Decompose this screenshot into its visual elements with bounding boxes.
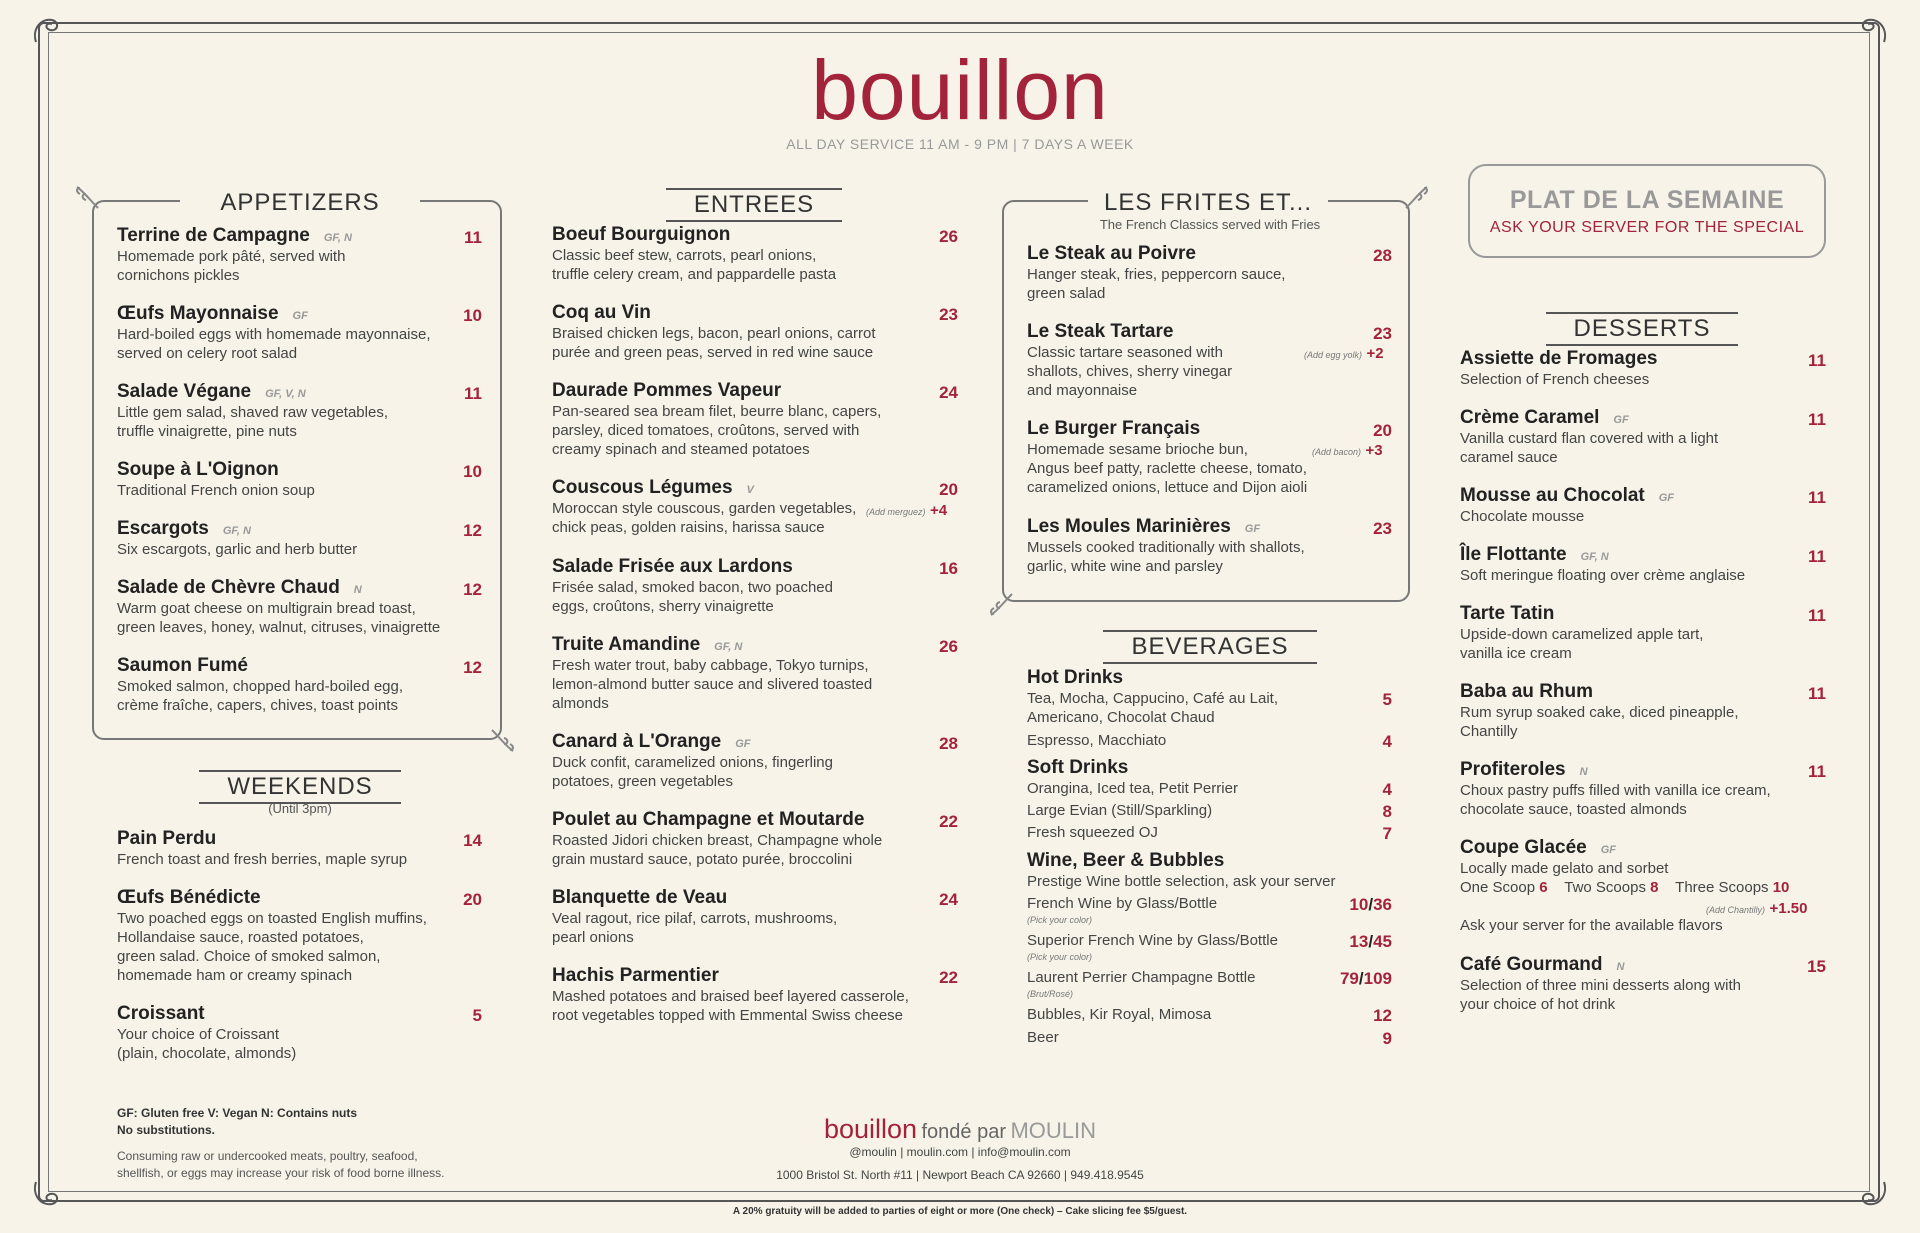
menu-item <box>552 556 833 616</box>
item-desc: Roasted Jidori chicken breast, Champagne whole <box>552 832 883 849</box>
item-price: 14 <box>463 831 482 850</box>
item-desc: Veal ragout, rice pilaf, carrots, mushrooms, <box>552 910 838 927</box>
item-price: 11 <box>464 228 482 247</box>
diet-tag: GF, N <box>1580 551 1609 563</box>
item-desc: Vanilla custard flan covered with a light <box>1460 430 1719 447</box>
item-price: 20 <box>1373 421 1392 440</box>
special-title: PLAT DE LA SEMAINE <box>1509 186 1785 214</box>
bev-note: (Pick your color) <box>1027 915 1093 925</box>
item-price: 4 <box>1382 780 1392 799</box>
footer-moulin: MOULIN <box>1010 1118 1097 1143</box>
scoop-price: 10 <box>1772 879 1790 896</box>
item-desc: Locally made gelato and sorbet <box>1460 860 1669 877</box>
diet-tag: GF, N <box>714 641 743 653</box>
item-desc: Soft meringue floating over crème anglaise <box>1460 567 1746 584</box>
item-desc: vanilla ice cream <box>1460 645 1572 662</box>
item-price: 7 <box>1382 824 1392 843</box>
item-desc: Chantilly <box>1460 723 1518 740</box>
item-desc: chick peas, golden raisins, harissa sauce <box>552 519 825 536</box>
health-warning: shellfish, or eggs may increase your risk of food borne illness. <box>117 1166 445 1180</box>
weekends-subtitle: (Until 3pm) <box>268 801 332 816</box>
item-desc: Chocolate mousse <box>1460 508 1585 525</box>
diet-legend: GF: Gluten free V: Vegan N: Contains nuts <box>117 1106 358 1120</box>
item-desc: Your choice of Croissant <box>117 1026 280 1043</box>
addon-price: +1.50 <box>1769 900 1808 917</box>
item-price <box>1290 895 1392 915</box>
item-name: Profiteroles <box>1460 759 1566 780</box>
corner-flourish-icon <box>1856 14 1890 48</box>
footer-brand <box>0 1114 1920 1145</box>
item-desc: Mussels cooked traditionally with shallots, <box>1027 539 1305 556</box>
item-price: 4 <box>1382 732 1392 751</box>
item-desc: French toast and fresh berries, maple syrup <box>117 851 408 868</box>
addon-price: +4 <box>929 502 948 519</box>
item-desc: Selection of French cheeses <box>1460 371 1650 388</box>
weekends-title-text: WEEKENDS <box>199 770 400 804</box>
bev-line: Beer <box>1027 1029 1059 1046</box>
item-price: 11 <box>464 384 482 403</box>
item-price: 22 <box>939 812 958 831</box>
item-price: 10 <box>463 462 482 481</box>
item-desc: Braised chicken legs, bacon, pearl onions, carrot <box>552 325 876 342</box>
item-name: Le Burger Français <box>1027 418 1201 439</box>
item-desc: Homemade pork pâté, served with <box>117 248 346 265</box>
health-warning: Consuming raw or undercooked meats, poultry, seafood, <box>117 1149 418 1163</box>
item-name: Baba au Rhum <box>1460 681 1594 702</box>
bev-line: Large Evian (Still/Sparkling) <box>1027 802 1213 819</box>
footer-brand-name: bouillon <box>823 1114 918 1144</box>
addon-note: (Add merguez) <box>866 507 926 517</box>
item-name: Daurade Pommes Vapeur <box>552 380 782 401</box>
item-desc: Little gem salad, shaved raw vegetables, <box>117 404 388 421</box>
menu-item <box>552 380 881 459</box>
menu-item <box>117 887 427 985</box>
scoop-price: 8 <box>1650 879 1659 896</box>
item-price: 24 <box>939 383 958 402</box>
diet-tag: N <box>1616 961 1625 973</box>
addon-price: +3 <box>1365 442 1383 459</box>
item-price: 8 <box>1382 802 1392 821</box>
item-price: 9 <box>1382 1029 1392 1048</box>
item-desc: Upside-down caramelized apple tart, <box>1460 626 1704 643</box>
item-price: 15 <box>1807 957 1826 976</box>
addon <box>1312 442 1383 460</box>
addon <box>1304 345 1384 363</box>
item-name: Coupe Glacée <box>1460 837 1587 858</box>
price-bottle: 109 <box>1363 969 1392 988</box>
item-desc: served on celery root salad <box>117 345 298 362</box>
item-name: Hachis Parmentier <box>552 965 719 986</box>
item-name: Escargots <box>117 518 209 539</box>
item-desc: purée and green peas, served in red wine sauce <box>552 344 874 361</box>
item-price: 12 <box>463 658 482 677</box>
item-desc: Six escargots, garlic and herb butter <box>117 541 358 558</box>
corner-flourish-icon <box>30 14 64 48</box>
diet-tag: GF <box>1244 523 1261 535</box>
diet-tag: GF, N <box>222 525 251 537</box>
bev-line: Fresh squeezed OJ <box>1027 824 1158 841</box>
entrees-title <box>644 188 864 222</box>
menu-item <box>552 965 909 1025</box>
item-desc: Choux pastry puffs filled with vanilla ice cream, <box>1460 782 1771 799</box>
item-desc: garlic, white wine and parsley <box>1027 558 1223 575</box>
item-desc: Fresh water trout, baby cabbage, Tokyo turnips, <box>552 657 869 674</box>
item-price: 12 <box>463 521 482 540</box>
menu-item <box>117 655 403 715</box>
wine-heading: Wine, Beer & Bubbles <box>1027 850 1225 871</box>
item-price: 11 <box>1808 606 1826 625</box>
item-price: 23 <box>1373 519 1392 538</box>
price-bottle: 36 <box>1373 895 1392 914</box>
diet-tag: GF <box>735 738 751 750</box>
item-desc: Hanger steak, fries, peppercorn sauce, <box>1027 266 1286 283</box>
item-name: Le Steak Tartare <box>1027 321 1174 342</box>
item-price: 12 <box>463 580 482 599</box>
item-price: 11 <box>1808 488 1826 507</box>
item-price <box>1290 932 1392 952</box>
item-desc: Ask your server for the available flavors <box>1460 917 1723 934</box>
item-desc: pearl onions <box>552 929 634 946</box>
diet-tag: GF <box>292 310 308 322</box>
addon-note: (Add Chantilly) <box>1706 905 1766 915</box>
scoop-price: 6 <box>1539 879 1548 896</box>
item-name: Coq au Vin <box>552 302 651 323</box>
menu-item <box>1460 485 1674 526</box>
item-desc: grain mustard sauce, potato purée, broccolini <box>552 851 853 868</box>
frites-subtitle: The French Classics served with Fries <box>1099 217 1321 232</box>
footer-contact: @moulin | moulin.com | info@moulin.com <box>849 1145 1071 1159</box>
menu-item <box>1460 348 1657 389</box>
item-price: 12 <box>1373 1006 1392 1025</box>
item-price: 28 <box>1373 246 1392 265</box>
price-separator: / <box>1358 969 1364 988</box>
item-desc: truffle vinaigrette, pine nuts <box>117 423 297 440</box>
menu-item <box>552 887 837 947</box>
service-hours: ALL DAY SERVICE 11 AM - 9 PM | 7 DAYS A WEEK <box>786 136 1134 152</box>
diet-tag: N <box>353 584 362 596</box>
item-name: Poulet au Champagne et Moutarde <box>552 809 865 830</box>
item-price: 11 <box>1808 547 1826 566</box>
item-desc: crème fraîche, capers, chives, toast points <box>117 697 398 714</box>
menu-item <box>1460 603 1703 663</box>
addon-price: +2 <box>1366 345 1384 362</box>
diet-tag: GF <box>1600 844 1616 856</box>
price-glass: 10 <box>1349 895 1369 914</box>
item-name: Blanquette de Veau <box>552 887 728 908</box>
item-name: Crème Caramel <box>1460 407 1600 428</box>
item-name: Canard à L'Orange <box>552 731 722 752</box>
diet-tag: GF <box>1658 492 1675 504</box>
item-name: Salade de Chèvre Chaud <box>117 577 340 598</box>
menu-item <box>1460 954 1741 1014</box>
item-desc: green salad <box>1027 285 1106 302</box>
item-desc: caramelized onions, lettuce and Dijon aioli <box>1027 479 1308 496</box>
menu-item <box>1027 516 1305 576</box>
menu-item <box>117 828 407 869</box>
item-name: Salade Végane <box>117 381 252 402</box>
diet-tag: GF <box>1613 414 1629 426</box>
item-name: Mousse au Chocolat <box>1460 485 1645 506</box>
item-desc: Duck confit, caramelized onions, fingerling <box>552 754 833 771</box>
item-price: 11 <box>1808 410 1826 429</box>
price-separator: / <box>1368 932 1374 951</box>
item-desc: eggs, croûtons, sherry vinaigrette <box>552 598 774 615</box>
item-price: 5 <box>472 1006 482 1025</box>
footer-address: 1000 Bristol St. North #11 | Newport Beach CA 92660 | 949.418.9545 <box>776 1168 1144 1182</box>
item-price: 23 <box>939 305 958 324</box>
weekends-title <box>190 770 410 804</box>
bev-note: (Brut/Rosé) <box>1027 989 1074 999</box>
item-desc: Rum syrup soaked cake, diced pineapple, <box>1460 704 1739 721</box>
item-price: 20 <box>463 890 482 909</box>
special-banner <box>1468 164 1826 258</box>
soft-drinks-heading: Soft Drinks <box>1027 757 1129 778</box>
item-desc: Classic tartare seasoned with <box>1027 344 1223 361</box>
item-desc: (plain, chocolate, almonds) <box>117 1045 297 1062</box>
brand-logo: bouillon <box>811 43 1109 137</box>
desserts-title <box>1532 312 1752 346</box>
menu-item <box>552 634 872 713</box>
scoop-label: Two Scoops <box>1564 879 1646 896</box>
item-desc: parsley, diced tomatoes, croûtons, served with <box>552 422 860 439</box>
scoop-label: One Scoop <box>1460 879 1536 896</box>
menu-item <box>117 1003 296 1063</box>
item-desc: your choice of hot drink <box>1460 996 1616 1013</box>
bev-line: Tea, Mocha, Cappucino, Café au Lait, <box>1027 690 1278 707</box>
item-price: 28 <box>939 734 958 753</box>
entrees-title-text: ENTREES <box>666 188 842 222</box>
bev-line: French Wine by Glass/Bottle <box>1027 895 1218 912</box>
item-desc: cornichons pickles <box>117 267 240 284</box>
desserts-title-text: DESSERTS <box>1546 312 1739 346</box>
diet-tag: GF, N <box>323 232 352 244</box>
item-price: 5 <box>1382 690 1392 709</box>
menu-item <box>1027 243 1285 303</box>
beverages-title <box>1100 630 1320 664</box>
bev-note: (Pick your color) <box>1027 952 1093 962</box>
menu-item <box>552 809 882 869</box>
item-price: 26 <box>939 227 958 246</box>
leaf-ornament-icon <box>478 716 518 756</box>
item-desc: Warm goat cheese on multigrain bread toast, <box>117 600 416 617</box>
frites-title: LES FRITES ET... <box>1088 189 1328 217</box>
item-desc: root vegetables topped with Emmental Swiss cheese <box>552 1007 904 1024</box>
item-desc: Pan-seared sea bream filet, beurre blanc, capers, <box>552 403 882 420</box>
menu-item <box>1460 407 1718 467</box>
item-price: 26 <box>939 637 958 656</box>
menu-item <box>117 225 352 285</box>
item-desc: caramel sauce <box>1460 449 1558 466</box>
item-name: Terrine de Campagne <box>117 225 310 246</box>
price-glass: 13 <box>1349 932 1369 951</box>
diet-tag: V <box>746 484 754 496</box>
bev-line: Americano, Chocolat Chaud <box>1027 709 1215 726</box>
footer-founded-by: fondé par <box>921 1121 1007 1143</box>
item-desc: creamy spinach and steamed potatoes <box>552 441 810 458</box>
menu-item <box>1460 681 1739 741</box>
item-name: Œufs Bénédicte <box>117 887 261 908</box>
item-name: Boeuf Bourguignon <box>552 224 731 245</box>
item-desc: chocolate sauce, toasted almonds <box>1460 801 1687 818</box>
item-name: Croissant <box>117 1003 205 1024</box>
item-price: 16 <box>939 559 958 578</box>
price-separator: / <box>1368 895 1374 914</box>
menu-item <box>117 381 388 441</box>
addon-note: (Add egg yolk) <box>1304 350 1363 360</box>
bev-line: Orangina, Iced tea, Petit Perrier <box>1027 780 1238 797</box>
item-desc: Traditional French onion soup <box>117 482 315 499</box>
diet-tag: GF, V, N <box>265 388 306 400</box>
menu-item <box>1460 544 1745 585</box>
item-name: Salade Frisée aux Lardons <box>552 556 793 577</box>
item-price: 22 <box>939 968 958 987</box>
item-desc: Frisée salad, smoked bacon, two poached <box>552 579 833 596</box>
item-price: 24 <box>939 890 958 909</box>
leaf-ornament-icon <box>986 580 1026 620</box>
item-desc: Classic beef stew, carrots, pearl onions, <box>552 247 817 264</box>
menu-item <box>552 477 856 537</box>
item-price <box>1290 969 1392 989</box>
item-desc: Mashed potatoes and braised beef layered casserole, <box>552 988 909 1005</box>
leaf-ornament-icon <box>72 182 112 222</box>
item-price: 11 <box>1808 351 1826 370</box>
item-desc: Homemade sesame brioche bun, <box>1027 441 1248 458</box>
item-desc: lemon-almond butter sauce and slivered toasted <box>552 676 873 693</box>
item-name: Soupe à L'Oignon <box>117 459 279 480</box>
item-desc: homemade ham or creamy spinach <box>117 967 353 984</box>
item-name: Les Moules Marinières <box>1027 516 1231 537</box>
item-desc: Angus beef patty, raclette cheese, tomato, <box>1027 460 1307 477</box>
item-desc: almonds <box>552 695 609 712</box>
item-desc: Moroccan style couscous, garden vegetables, <box>552 500 857 517</box>
item-name: Truite Amandine <box>552 634 701 655</box>
addon <box>1706 900 1807 918</box>
item-desc: Hard-boiled eggs with homemade mayonnaise, <box>117 326 431 343</box>
gratuity-note: A 20% gratuity will be added to parties of eight or more (One check) – Cake slicing fee $5/guest. <box>732 1206 1188 1217</box>
menu-item <box>1460 759 1771 819</box>
item-name: Assiette de Fromages <box>1460 348 1658 369</box>
menu-item <box>1460 837 1668 878</box>
item-name: Pain Perdu <box>117 828 217 849</box>
special-subtitle: ASK YOUR SERVER FOR THE SPECIAL <box>1489 219 1805 236</box>
menu-item <box>117 518 357 559</box>
scoop-label: Three Scoops <box>1675 879 1769 896</box>
item-desc: shallots, chives, sherry vinegar <box>1027 363 1233 380</box>
item-name: Œufs Mayonnaise <box>117 303 279 324</box>
diet-tag: N <box>1579 766 1588 778</box>
bev-line: Laurent Perrier Champagne Bottle <box>1027 969 1256 986</box>
item-desc: Smoked salmon, chopped hard-boiled egg, <box>117 678 404 695</box>
bev-line: Bubbles, Kir Royal, Mimosa <box>1027 1006 1212 1023</box>
item-desc: truffle celery cream, and pappardelle pasta <box>552 266 837 283</box>
beverages-title-text: BEVERAGES <box>1103 630 1316 664</box>
item-name: Tarte Tatin <box>1460 603 1555 624</box>
item-price: 20 <box>939 480 958 499</box>
appetizers-title: APPETIZERS <box>180 189 420 217</box>
item-price: 11 <box>1808 762 1826 781</box>
bev-line: Superior French Wine by Glass/Bottle <box>1027 932 1278 949</box>
price-glass: 79 <box>1339 969 1359 988</box>
menu-item <box>552 224 836 284</box>
hot-drinks-heading: Hot Drinks <box>1027 667 1124 688</box>
price-bottle: 45 <box>1373 932 1392 951</box>
item-desc: potatoes, green vegetables <box>552 773 733 790</box>
menu-item <box>1027 321 1232 400</box>
bev-line: Prestige Wine bottle selection, ask your server <box>1027 873 1336 890</box>
item-name: Île Flottante <box>1460 544 1567 565</box>
item-desc: Selection of three mini desserts along with <box>1460 977 1741 994</box>
leaf-ornament-icon <box>1392 182 1432 222</box>
item-name: Couscous Légumes <box>552 477 733 498</box>
item-price: 11 <box>1808 684 1826 703</box>
menu-item <box>1027 418 1307 497</box>
item-name: Le Steak au Poivre <box>1027 243 1196 264</box>
menu-item <box>552 731 833 791</box>
item-name: Café Gourmand <box>1460 954 1603 975</box>
addon <box>866 502 947 520</box>
item-name: Saumon Fumé <box>117 655 248 676</box>
bev-line: Espresso, Macchiato <box>1027 732 1167 749</box>
addon-note: (Add bacon) <box>1312 447 1362 457</box>
menu-item <box>117 459 315 500</box>
item-desc: green leaves, honey, walnut, citruses, vinaigrette <box>117 619 441 636</box>
item-price: 10 <box>463 306 482 325</box>
scoop-options <box>1460 879 1789 896</box>
item-desc: and mayonnaise <box>1027 382 1138 399</box>
item-price: 23 <box>1373 324 1392 343</box>
no-substitutions: No substitutions. <box>117 1123 215 1137</box>
item-desc: Hollandaise sauce, roasted potatoes, <box>117 929 364 946</box>
item-desc: green salad. Choice of smoked salmon, <box>117 948 381 965</box>
menu-item <box>552 302 876 362</box>
menu-item <box>117 303 431 363</box>
menu-item <box>117 577 440 637</box>
item-desc: Two poached eggs on toasted English muffins, <box>117 910 427 927</box>
